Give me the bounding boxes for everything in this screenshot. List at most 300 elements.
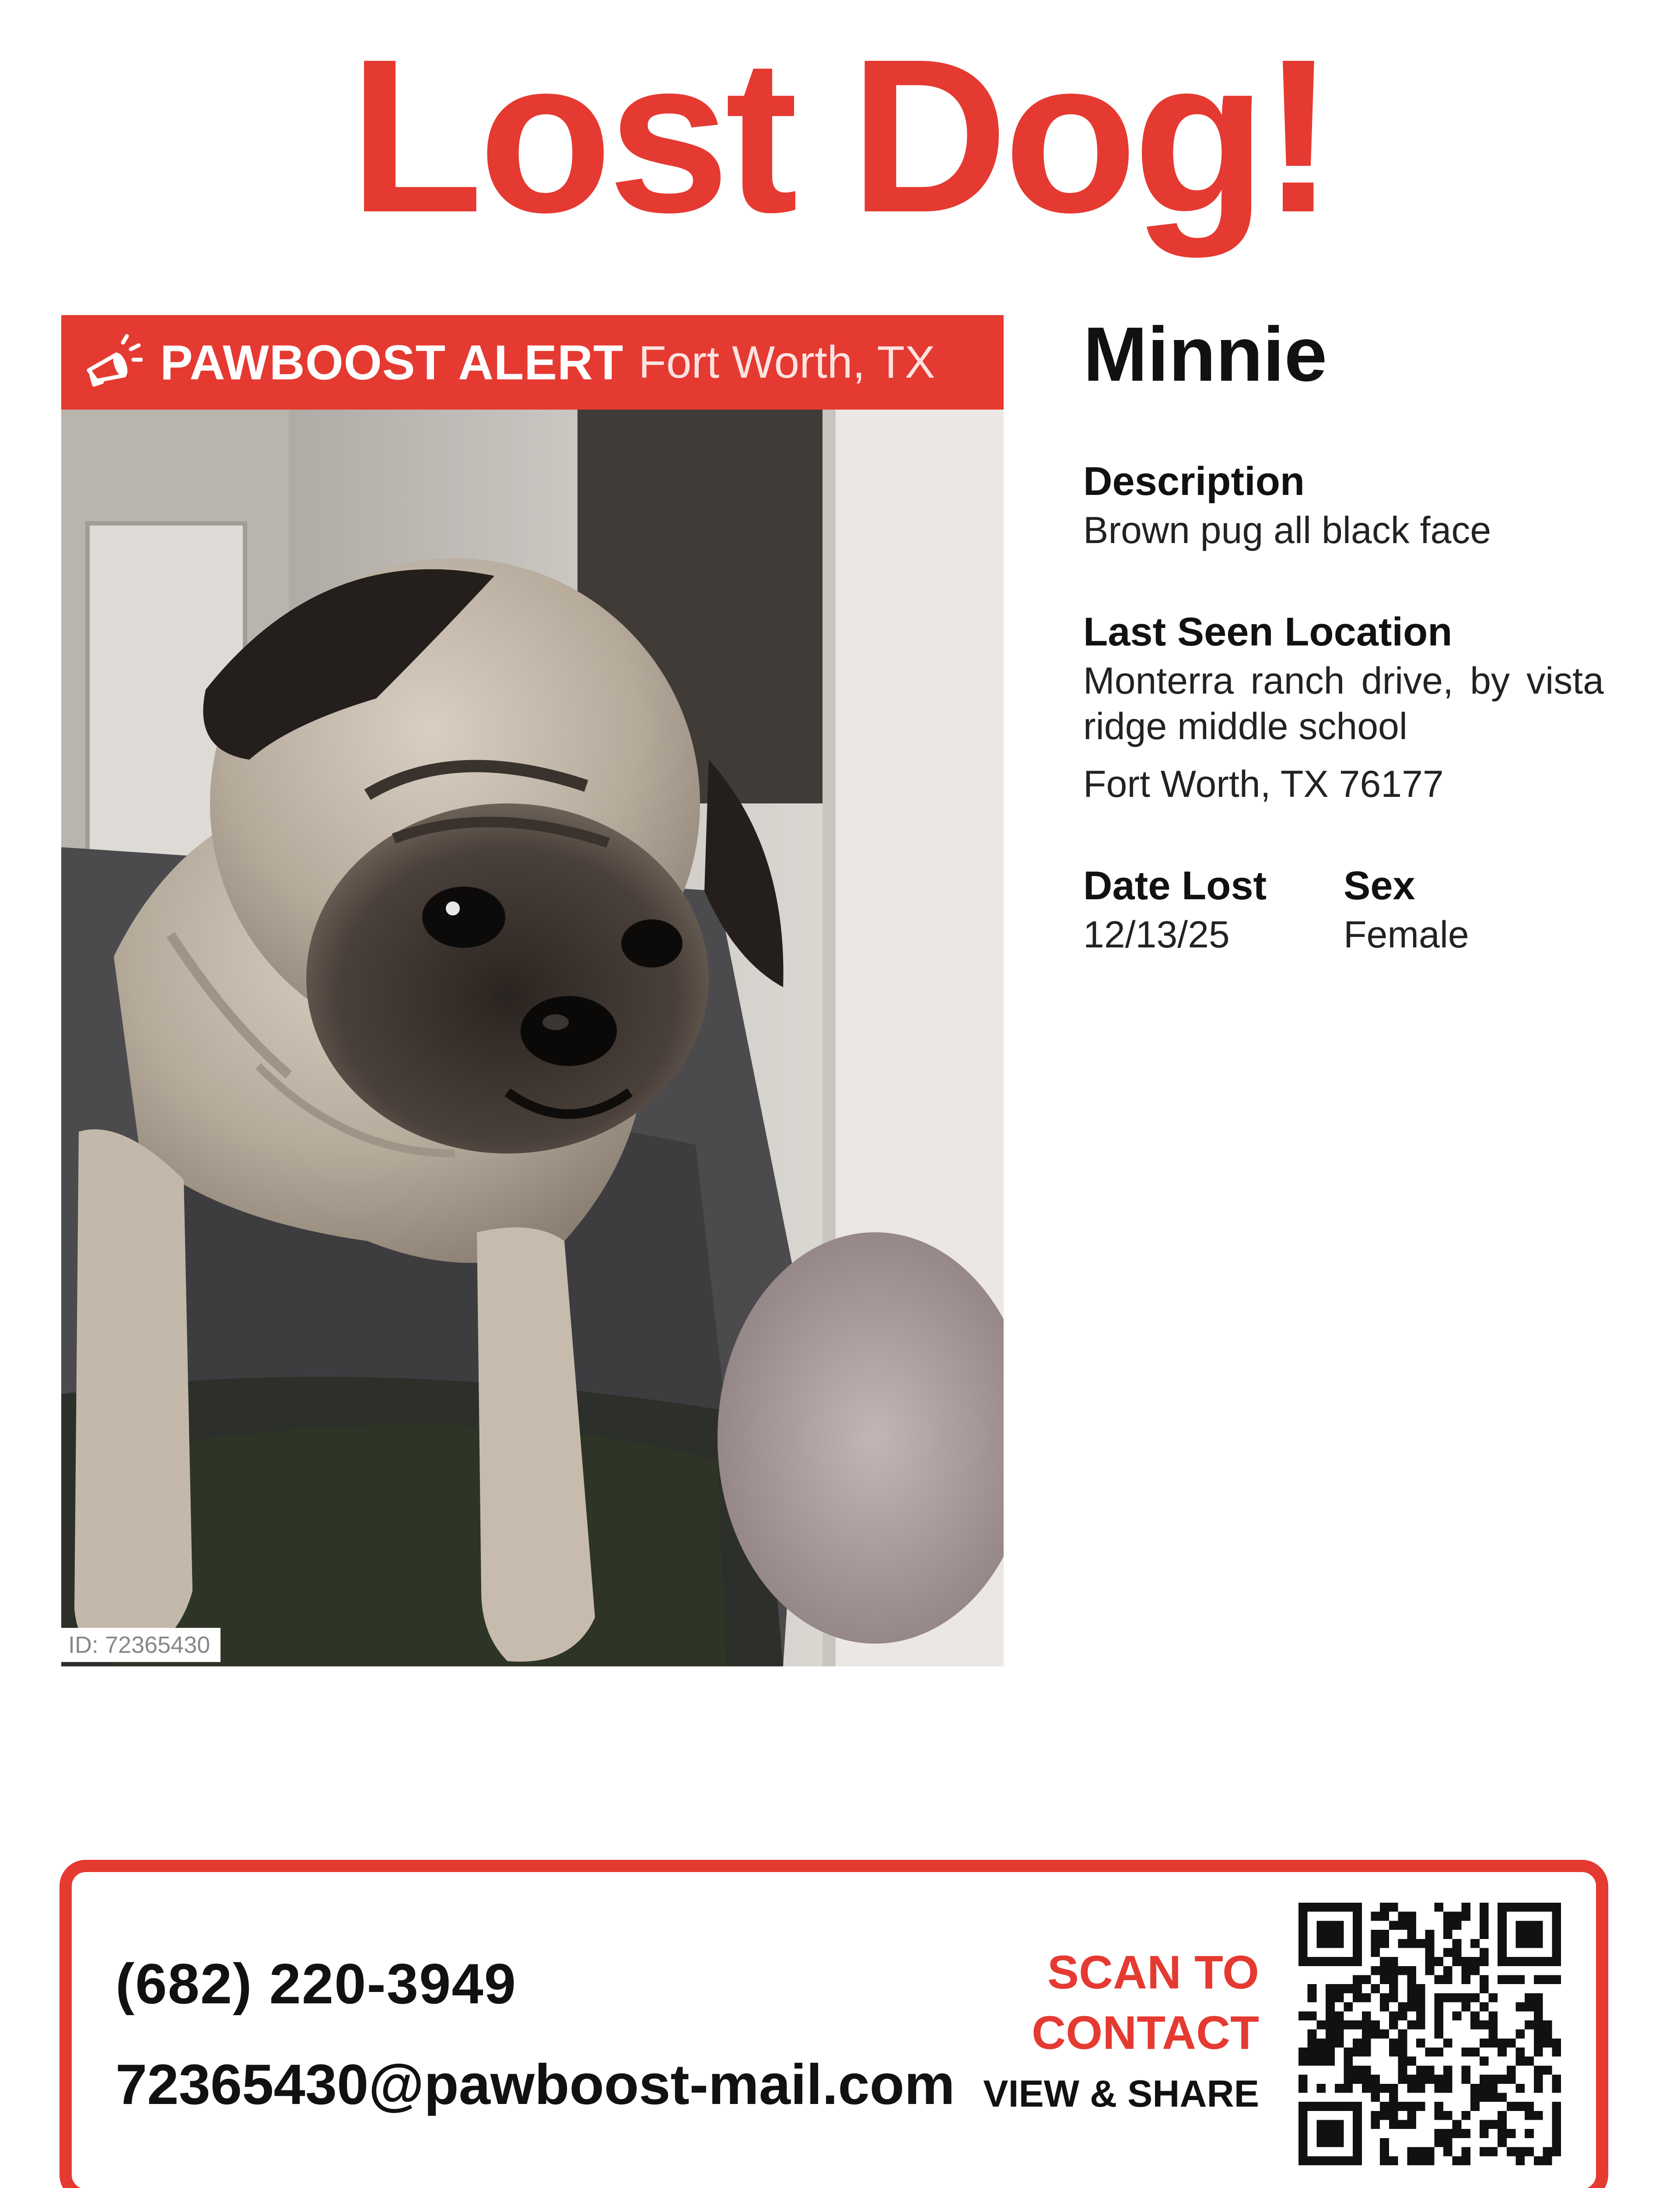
qr-module	[1452, 2156, 1462, 2165]
qr-module	[1498, 2038, 1507, 2048]
qr-module	[1425, 2065, 1435, 2075]
qr-module	[1534, 2020, 1543, 2030]
qr-module	[1507, 2075, 1516, 2084]
qr-module	[1498, 2093, 1507, 2102]
qr-module	[1407, 2020, 1416, 2030]
qr-module	[1344, 2020, 1353, 2030]
qr-module	[1380, 1912, 1389, 1921]
qr-module	[1470, 2102, 1480, 2111]
qr-module	[1498, 1975, 1507, 1985]
qr-module	[1470, 1966, 1480, 1975]
qr-module	[1434, 1993, 1443, 2002]
qr-module	[1335, 1984, 1344, 1993]
qr-module	[1552, 2084, 1561, 2093]
qr-module	[1353, 2065, 1362, 2075]
qr-module	[1525, 2111, 1534, 2120]
qr-module	[1516, 2156, 1525, 2165]
qr-module	[1534, 1975, 1543, 1985]
qr-module	[1461, 1993, 1470, 2002]
qr-module	[1443, 2084, 1452, 2093]
description-value: Brown pug all black face	[1083, 509, 1491, 551]
view-share-label: VIEW & SHARE	[983, 2073, 1259, 2115]
qr-module	[1534, 2030, 1543, 2039]
qr-module	[1452, 2011, 1462, 2020]
qr-module	[1362, 2048, 1371, 2057]
qr-module	[1443, 2111, 1452, 2120]
qr-module	[1353, 2038, 1362, 2048]
qr-module	[1470, 1993, 1480, 2002]
qr-module	[1488, 1993, 1498, 2002]
qr-module	[1452, 1921, 1462, 1930]
contact-box	[60, 1860, 1608, 2188]
qr-module	[1498, 2048, 1507, 2057]
qr-module	[1416, 1939, 1425, 1948]
qr-module	[1480, 1957, 1489, 1966]
qr-module	[1434, 2111, 1443, 2120]
scan-line-1: SCAN TO	[1047, 1946, 1259, 1999]
qr-module	[1389, 1984, 1398, 1993]
qr-module	[1552, 2147, 1561, 2156]
qr-module	[1443, 2065, 1452, 2075]
pet-details	[1083, 306, 1604, 957]
qr-module	[1416, 2147, 1425, 2156]
qr-module	[1498, 2075, 1507, 2084]
qr-module	[1498, 2129, 1507, 2138]
qr-module	[1443, 1993, 1452, 2002]
qr-module	[1434, 2102, 1443, 2111]
qr-module	[1416, 2065, 1425, 2075]
qr-module	[1480, 1930, 1489, 1939]
qr-module	[1371, 2093, 1380, 2102]
qr-module	[1380, 1993, 1389, 2002]
qr-module	[1443, 1912, 1452, 1921]
qr-module	[1425, 2156, 1435, 2165]
qr-module	[1461, 2075, 1470, 2084]
qr-module	[1380, 1930, 1389, 1939]
qr-module	[1389, 1966, 1398, 1975]
qr-module	[1480, 1912, 1489, 1921]
qr-module	[1362, 2065, 1371, 2075]
sex-label: Sex	[1344, 863, 1415, 908]
qr-module	[1552, 2120, 1561, 2129]
qr-module	[1507, 2065, 1516, 2075]
qr-module	[1316, 2020, 1326, 2030]
qr-module	[1480, 1975, 1489, 1985]
date-lost-label: Date Lost	[1083, 863, 1267, 908]
qr-module	[1543, 2156, 1552, 2165]
qr-module	[1335, 2084, 1344, 2093]
qr-module	[1434, 2048, 1443, 2057]
qr-module	[1470, 2084, 1480, 2093]
qr-module	[1362, 1993, 1371, 2002]
qr-module	[1461, 1957, 1470, 1966]
qr-module	[1380, 2147, 1389, 2156]
qr-module	[1326, 1984, 1335, 1993]
qr-module	[1498, 2138, 1507, 2147]
qr-module	[1398, 1921, 1407, 1930]
qr-module	[1525, 2020, 1534, 2030]
qr-module	[1434, 1903, 1443, 1912]
qr-module	[1407, 2102, 1416, 2111]
qr-module	[1488, 2030, 1498, 2039]
qr-module	[1443, 2138, 1452, 2147]
qr-module	[1525, 2129, 1534, 2138]
date-lost-section	[1083, 859, 1344, 957]
qr-module	[1461, 2147, 1470, 2156]
qr-module	[1371, 1966, 1380, 1975]
qr-module	[1480, 1921, 1489, 1930]
qr-module	[1480, 2057, 1489, 2066]
qr-module	[1398, 2002, 1407, 2012]
location-street: Monterra ranch drive, by vista ridge middle school	[1083, 660, 1604, 747]
qr-module	[1308, 1984, 1317, 1993]
qr-module	[1461, 2111, 1470, 2120]
qr-module	[1480, 2147, 1489, 2156]
qr-module	[1452, 2129, 1462, 2138]
qr-module	[1480, 2002, 1489, 2012]
qr-module	[1362, 2020, 1371, 2030]
qr-module	[1389, 2020, 1398, 2030]
qr-module	[1398, 2065, 1407, 2075]
qr-module	[1543, 2038, 1552, 2048]
qr-module	[1344, 2084, 1353, 2093]
qr-module	[1416, 2075, 1425, 2084]
qr-module	[1335, 1993, 1344, 2002]
qr-module	[1389, 2120, 1398, 2129]
qr-module	[1507, 2102, 1516, 2111]
qr-module	[1480, 2038, 1489, 2048]
qr-module	[1534, 2038, 1543, 2048]
qr-module	[1308, 2011, 1317, 2020]
qr-module	[1416, 2038, 1425, 2048]
qr-module	[1398, 1966, 1407, 1975]
qr-module	[1344, 2048, 1353, 2057]
qr-module	[1380, 2002, 1389, 2012]
qr-module	[1416, 2020, 1425, 2030]
qr-module	[1407, 2111, 1416, 2120]
qr-module	[1488, 2093, 1498, 2102]
qr-module	[1398, 1939, 1407, 1948]
qr-module	[1371, 1912, 1380, 1921]
qr-module	[1308, 2030, 1317, 2039]
qr-module	[1488, 2120, 1498, 2129]
qr-module	[1470, 2011, 1480, 2020]
qr-module	[1516, 2147, 1525, 2156]
qr-module	[1434, 2075, 1443, 2084]
qr-module	[1353, 2020, 1362, 2030]
qr-module	[1353, 1975, 1362, 1985]
description-label: Description	[1083, 459, 1305, 504]
qr-module	[1407, 2147, 1416, 2156]
qr-module	[1407, 1912, 1416, 1921]
qr-module	[1398, 2120, 1407, 2129]
qr-module	[1326, 2048, 1335, 2057]
qr-module	[1488, 2075, 1498, 2084]
qr-module	[1371, 1984, 1380, 1993]
qr-module	[1498, 2111, 1507, 2120]
qr-module	[1371, 2120, 1380, 2129]
qr-module	[1452, 1912, 1462, 1921]
qr-module	[1480, 2120, 1489, 2129]
qr-module	[1389, 2084, 1398, 2093]
qr-module	[1452, 2120, 1462, 2129]
qr-module	[1470, 1939, 1480, 1948]
qr-module	[1507, 2147, 1516, 2156]
qr-module	[1371, 1939, 1380, 1948]
qr-module	[1326, 2002, 1335, 2012]
qr-module	[1425, 1939, 1435, 1948]
qr-module	[1407, 1921, 1416, 1930]
qr-module	[1434, 2084, 1443, 2093]
qr-module	[1461, 2065, 1470, 2075]
qr-module	[1480, 2075, 1489, 2084]
qr-module	[1534, 2048, 1543, 2057]
qr-module	[1434, 2030, 1443, 2039]
qr-module	[1371, 2020, 1380, 2030]
qr-module	[1461, 1912, 1470, 1921]
qr-module	[1543, 2020, 1552, 2030]
alert-city: Fort Worth, TX	[638, 337, 935, 388]
qr-module	[1326, 2020, 1335, 2030]
qr-module	[1425, 1966, 1435, 1975]
qr-module	[1389, 2011, 1398, 2020]
qr-module	[1443, 1921, 1452, 1930]
qr-module	[1516, 2084, 1525, 2093]
qr-module	[1407, 1930, 1416, 1939]
qr-module	[1407, 2002, 1416, 2012]
qr-module	[1543, 2065, 1552, 2075]
qr-module	[1362, 2038, 1371, 2048]
qr-module	[1516, 2102, 1525, 2111]
qr-module	[1516, 2057, 1525, 2066]
qr-module	[1416, 2084, 1425, 2093]
qr-module	[1298, 2048, 1308, 2057]
scan-line-2: CONTACT	[1032, 2006, 1259, 2059]
contact-phone[interactable]: (682) 220-3949	[116, 1952, 517, 2016]
qr-module	[1326, 2057, 1335, 2066]
qr-module	[1362, 2084, 1371, 2093]
qr-module	[1480, 2084, 1489, 2093]
qr-module	[1316, 2084, 1326, 2093]
qr-module	[1425, 2147, 1435, 2156]
qr-module	[1516, 2030, 1525, 2039]
qr-module	[1434, 2138, 1443, 2147]
qr-module	[1461, 2048, 1470, 2057]
qr-module	[1543, 1975, 1552, 1985]
qr-module	[1461, 2156, 1470, 2165]
qr-module	[1507, 2038, 1516, 2048]
qr-module	[1434, 1975, 1443, 1985]
qr-module	[1344, 2057, 1353, 2066]
qr-module	[1470, 1957, 1480, 1966]
qr-module	[1380, 2084, 1389, 2093]
qr-module	[1516, 2048, 1525, 2057]
qr-module	[1371, 2030, 1380, 2039]
qr-module	[1470, 2093, 1480, 2102]
qr-module	[1407, 1984, 1416, 1993]
qr-module	[1380, 2138, 1389, 2147]
qr-module	[1443, 2129, 1452, 2138]
qr-module	[1443, 1930, 1452, 1939]
qr-module	[1389, 2038, 1398, 2048]
qr-module	[1488, 2020, 1498, 2030]
qr-module	[1498, 2120, 1507, 2129]
alert-banner	[61, 315, 1004, 410]
qr-module	[1552, 2111, 1561, 2120]
qr-module	[1416, 2102, 1425, 2111]
qr-module	[1552, 1975, 1561, 1985]
qr-module	[1344, 2065, 1353, 2075]
qr-module	[1362, 2011, 1371, 2020]
qr-module	[1443, 1975, 1452, 1985]
qr-module	[1552, 2129, 1561, 2138]
qr-module	[1353, 2048, 1362, 2057]
pet-photo	[61, 410, 1004, 1666]
location-city: Fort Worth, TX 76177	[1083, 763, 1444, 805]
pet-name: Minnie	[1083, 312, 1327, 397]
qr-module	[1308, 2038, 1317, 2048]
qr-module	[1316, 2048, 1326, 2057]
qr-module	[1326, 2030, 1335, 2039]
qr-module	[1416, 2002, 1425, 2012]
qr-code-icon[interactable]	[1298, 1903, 1561, 2165]
pug-photo-illustration	[61, 410, 1004, 1666]
qr-module	[1461, 1975, 1470, 1985]
qr-module	[1461, 1966, 1470, 1975]
contact-email[interactable]: 72365430@pawboost-mail.com	[116, 2052, 955, 2116]
qr-module	[1353, 1993, 1362, 2002]
qr-module	[1434, 2002, 1443, 2012]
qr-module	[1335, 2020, 1344, 2030]
qr-module	[1298, 2075, 1308, 2084]
qr-module	[1488, 2147, 1498, 2156]
qr-module	[1380, 2111, 1389, 2120]
qr-module	[1326, 2011, 1335, 2020]
qr-module	[1452, 1948, 1462, 1957]
qr-module	[1389, 1921, 1398, 1930]
scan-to-contact	[983, 1942, 1259, 2122]
qr-module	[1543, 2030, 1552, 2039]
qr-module	[1380, 2102, 1389, 2111]
qr-module	[1362, 2075, 1371, 2084]
qr-module	[1434, 2020, 1443, 2030]
qr-module	[1389, 1957, 1398, 1966]
qr-module	[1434, 2129, 1443, 2138]
qr-module	[1380, 2156, 1389, 2165]
qr-module	[1534, 2002, 1543, 2012]
qr-module	[1371, 2111, 1380, 2120]
page-title: Lost Dog!	[349, 13, 1331, 258]
qr-module	[1389, 1993, 1398, 2002]
qr-module	[1389, 2156, 1398, 2165]
qr-module	[1525, 2002, 1534, 2012]
qr-module	[1380, 1957, 1389, 1966]
qr-module	[1443, 2038, 1452, 2048]
qr-module	[1480, 2093, 1489, 2102]
qr-module	[1371, 2084, 1380, 2093]
qr-module	[1316, 2038, 1326, 2048]
qr-module	[1389, 2048, 1398, 2057]
location-section	[1083, 606, 1604, 807]
date-sex-row	[1083, 859, 1604, 957]
qr-module	[1371, 2075, 1380, 2084]
qr-module	[1362, 1975, 1371, 1985]
qr-module	[1416, 1984, 1425, 1993]
qr-module	[1344, 2075, 1353, 2084]
qr-module	[1443, 2075, 1452, 2084]
qr-module	[1480, 1903, 1489, 1912]
qr-module	[1534, 1993, 1543, 2002]
qr-module	[1525, 2102, 1534, 2111]
qr-module	[1534, 2156, 1543, 2165]
qr-module	[1461, 2002, 1470, 2012]
qr-module	[1525, 2057, 1534, 2066]
qr-module	[1398, 2075, 1407, 2084]
qr-module	[1461, 2129, 1470, 2138]
qr-module	[1534, 2065, 1543, 2075]
qr-module	[1407, 2075, 1416, 2084]
qr-module	[1480, 2020, 1489, 2030]
qr-module	[1380, 1966, 1389, 1975]
qr-module	[1389, 2102, 1398, 2111]
qr-module	[1353, 2075, 1362, 2084]
qr-module	[1416, 2011, 1425, 2020]
qr-module	[1552, 2138, 1561, 2147]
qr-module	[1398, 2038, 1407, 2048]
qr-module	[1443, 2147, 1452, 2156]
qr-module	[1534, 2084, 1543, 2093]
qr-module	[1335, 2011, 1344, 2020]
qr-module	[1335, 2038, 1344, 2048]
qr-module	[1398, 2057, 1407, 2066]
qr-module	[1398, 2048, 1407, 2057]
qr-module	[1380, 1939, 1389, 1948]
qr-module	[1416, 1993, 1425, 2002]
description-section	[1083, 455, 1604, 553]
qr-module	[1552, 2075, 1561, 2084]
qr-module	[1425, 1948, 1435, 1957]
date-lost-value: 12/13/25	[1083, 914, 1230, 956]
qr-module	[1326, 2038, 1335, 2048]
qr-module	[1416, 2156, 1425, 2165]
qr-module	[1425, 1957, 1435, 1966]
qr-module	[1362, 2030, 1371, 2039]
qr-module	[1425, 2048, 1435, 2057]
qr-module	[1470, 2020, 1480, 2030]
qr-module	[1543, 2147, 1552, 2156]
qr-module	[1389, 1903, 1398, 1912]
qr-module	[1407, 2120, 1416, 2129]
qr-module	[1461, 1903, 1470, 1912]
qr-module	[1507, 2129, 1516, 2138]
qr-module	[1480, 1948, 1489, 1957]
qr-module	[1398, 2030, 1407, 2039]
qr-module	[1308, 1993, 1317, 2002]
qr-module	[1470, 2048, 1480, 2057]
qr-module	[1534, 2011, 1543, 2020]
qr-module	[1534, 2111, 1543, 2120]
qr-module	[1398, 1912, 1407, 1921]
qr-module	[1516, 2002, 1525, 2012]
qr-module	[1407, 1939, 1416, 1948]
qr-module	[1552, 2102, 1561, 2111]
qr-module	[1507, 1975, 1516, 1985]
qr-module	[1335, 2030, 1344, 2039]
qr-module	[1434, 2011, 1443, 2020]
qr-module	[1389, 1975, 1398, 1985]
qr-module	[1389, 2093, 1398, 2102]
qr-module	[1480, 2129, 1489, 2138]
